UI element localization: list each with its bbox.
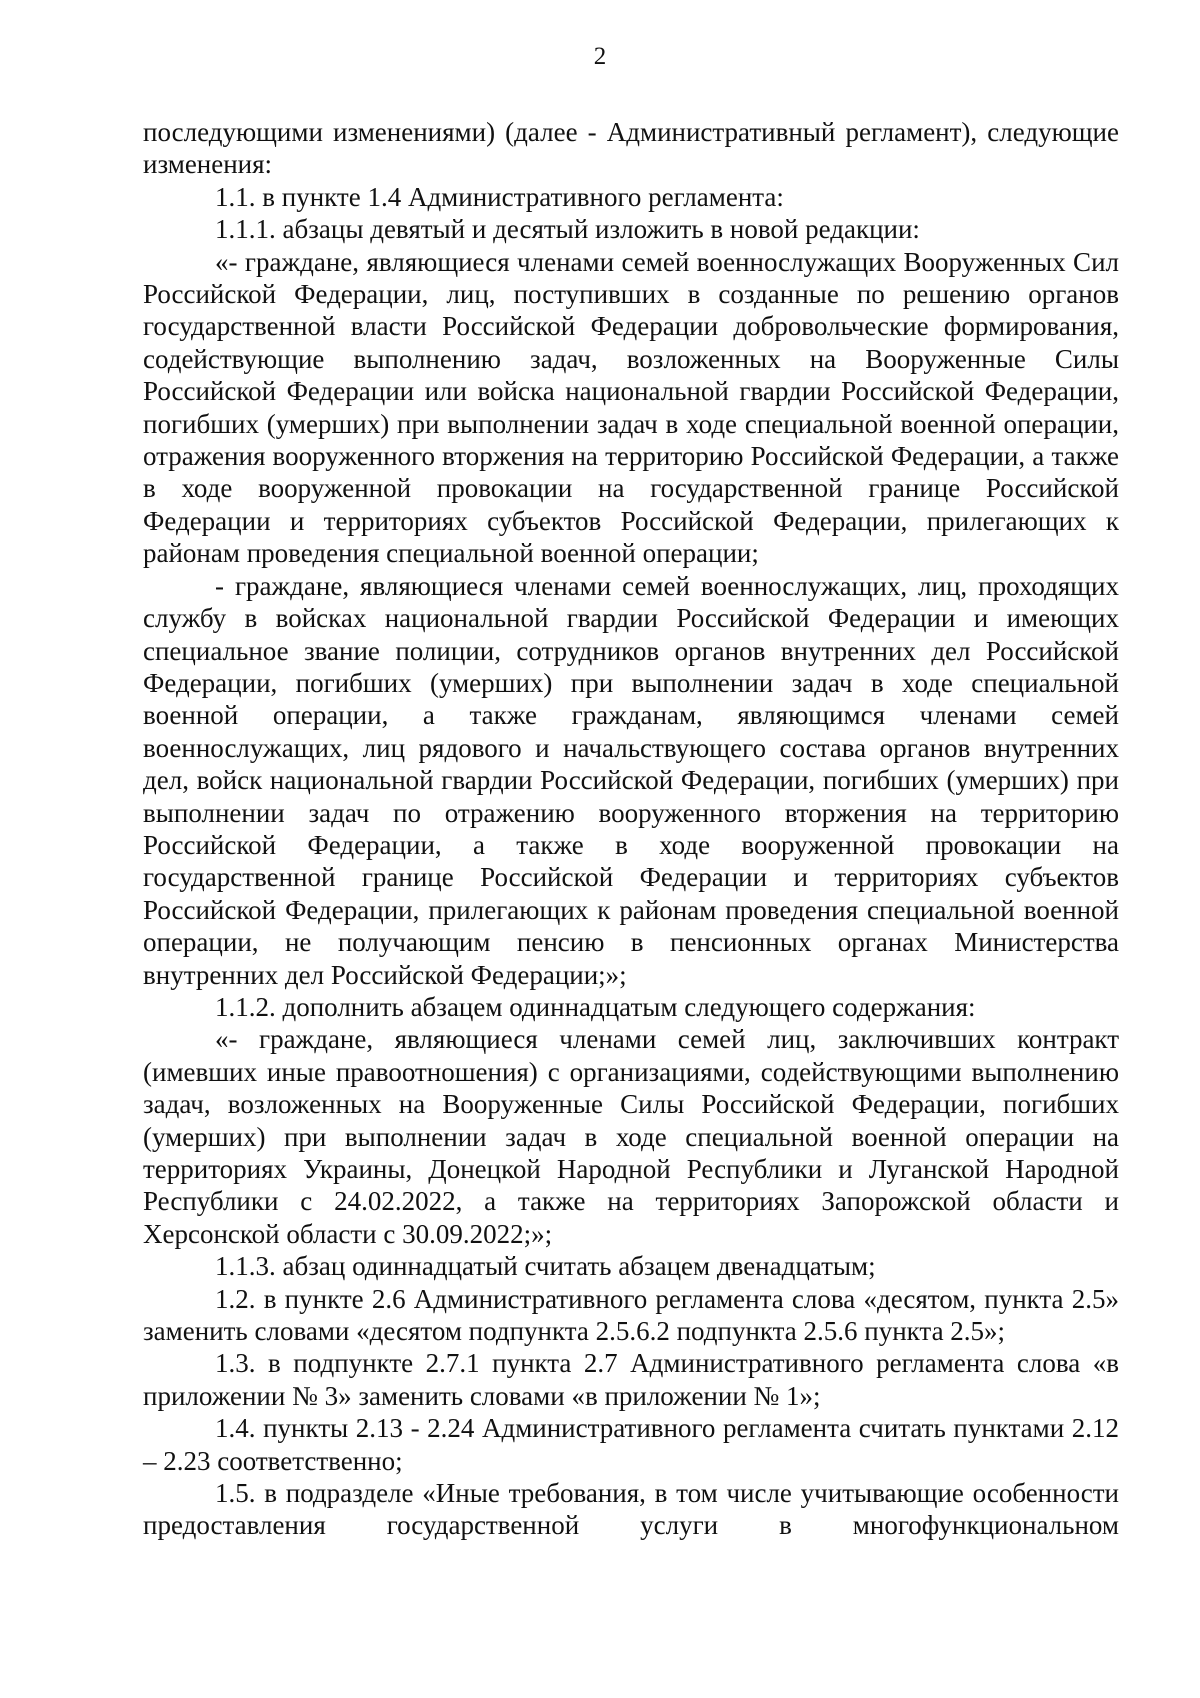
page-number: 2	[593, 43, 607, 70]
paragraph: 1.5. в подразделе «Иные требования, в том числе учитывающие особенности предоставления государственной услуги в многофункциональном	[143, 1478, 1119, 1541]
paragraph: 1.3. в подпункте 2.7.1 пункта 2.7 Административного регламента слова «в приложении № 3» заменить словами «в приложении № 1»;	[143, 1348, 1119, 1411]
paragraph: 1.1.1. абзацы девятый и десятый изложить в новой редакции:	[215, 214, 920, 245]
paragraph: «- граждане, являющиеся членами семей лиц, заключивших контракт (имевших иные правоотношения) с организациями, содействующими выполнению задач, возложенных на Вооруженные Силы Российской Федерации, погибших (умерших) при выполнении задач в ходе специальной военной операции на территориях Украины, Донецкой Народной Республики и Луганской Народной Республики с 24.02.2022, а также на территориях Запорожской области и Херсонской области с 30.09.2022;»;	[143, 1024, 1119, 1249]
paragraph: «- граждане, являющиеся членами семей военнослужащих Вооруженных Сил Российской Федерации, лиц, поступивших в созданные по решению органов государственной власти Российской Федерации добровольческие формирования, содействующие выполнению задач, возложенных на Вооруженные Силы Российской Федерации или войска национальной гвардии Российской Федерации, погибших (умерших) при выполнении задач в ходе специальной военной операции, отражения вооруженного вторжения на территорию Российской Федерации, а также в ходе вооруженной провокации на государственной границе Российской Федерации и территориях субъектов Российской Федерации, прилегающих к районам проведения специальной военной операции;	[143, 246, 1119, 569]
paragraph: 1.1. в пункте 1.4 Административного регламента:	[215, 181, 784, 212]
paragraph: 1.1.3. абзац одиннадцатый считать абзацем двенадцатым;	[215, 1251, 876, 1282]
paragraph: - граждане, являющиеся членами семей военнослужащих, лиц, проходящих службу в войсках национальной гвардии Российской Федерации и имеющих специальное звание полиции, сотрудников органов внутренних дел Российской Федерации, погибших (умерших) при выполнении задач в ходе специальной военной операции, а также гражданам, являющимся членами семей военнослужащих, лиц рядового и начальствующего состава органов внутренних дел, войск национальной гвардии Российской Федерации, погибших (умерших) при выполнении задач по отражению вооруженного вторжения на территорию Российской Федерации, а также в ходе вооруженной провокации на государственной границе Российской Федерации и территориях субъектов Российской Федерации, прилегающих к районам проведения специальной военной операции, не получающим пенсию в пенсионных органах Министерства внутренних дел Российской Федерации;»;	[143, 570, 1119, 990]
paragraph: 1.4. пункты 2.13 - 2.24 Административного регламента считать пунктами 2.12 – 2.23 соответственно;	[143, 1413, 1119, 1476]
paragraph: последующими изменениями) (далее - Административный регламент), следующие изменения:	[143, 117, 1119, 180]
paragraph: 1.2. в пункте 2.6 Административного регламента слова «десятом, пункта 2.5» заменить словами «десятом подпункта 2.5.6.2 подпункта 2.5.6 пункта 2.5»;	[143, 1283, 1119, 1347]
document-body	[143, 116, 1119, 1542]
paragraph: 1.1.2. дополнить абзацем одиннадцатым следующего содержания:	[215, 991, 976, 1022]
